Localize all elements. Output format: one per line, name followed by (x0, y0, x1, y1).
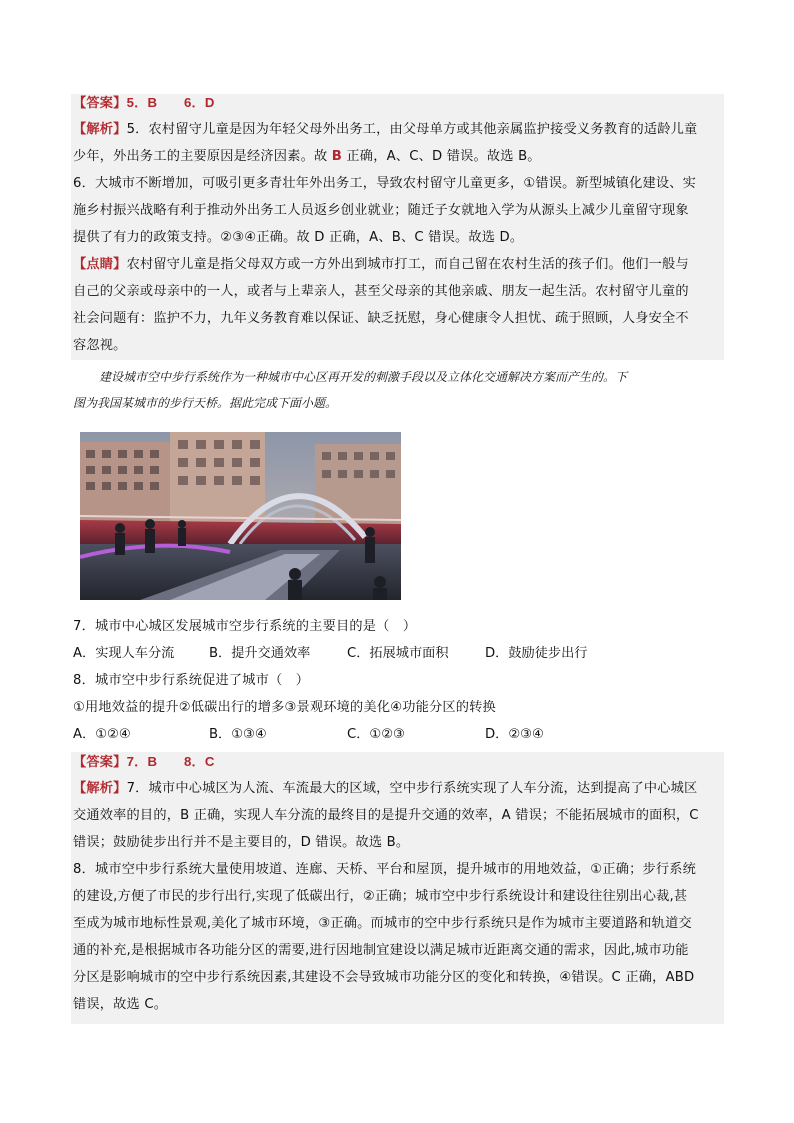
analysis-2-line-8: 分区是影响城市的空中步行系统因素,其建设不会导致城市功能分区的变化和转换，④错误。C 正确，ABD (73, 970, 695, 985)
analysis-line-3: 6．大城市不断增加，可吸引更多青壮年外出务工，导致农村留守儿童更多，①错误。新型城镇化建设、实 (73, 176, 697, 191)
pedestrian-bridge-illustration (80, 432, 401, 600)
question-7-option-a: A．实现人车分流 (73, 646, 175, 661)
answer-tag: 【答案】 (73, 755, 127, 770)
question-8-option-d: D．②③④ (485, 727, 544, 742)
question-stem-line-1: 建设城市空中步行系统作为一种城市中心区再开发的刺激手段以及立体化交通解决方案而产生的。下 (99, 370, 628, 384)
analysis-2-line-7: 通的补充,是根据城市各功能分区的需要,进行因地制宜建设以满足城市近距离交通的需求，因此,城市功能 (73, 943, 689, 958)
comment-line-2: 自己的父亲或母亲中的一人，或者与上辈亲人，甚至父母亲的其他亲戚、朋友一起生活。农村留守儿童的 (73, 284, 689, 299)
analysis-text-highlight: B (331, 149, 343, 164)
comment-tag: 【点睛】 (73, 257, 127, 272)
analysis-line-2 (73, 147, 541, 167)
answer-text: 7．B 8．C (126, 754, 215, 769)
analysis-text: 5．农村留守儿童是因为年轻父母外出务工，由父母单方或其他亲属监护接受义务教育的适龄儿童 (126, 122, 698, 137)
analysis-2-line-1 (73, 779, 697, 799)
comment-text: 农村留守儿童是指父母双方或一方外出到城市打工，而自己留在农村生活的孩子们。他们一般与 (126, 257, 689, 272)
analysis-2-line-9: 错误，故选 C。 (73, 997, 168, 1012)
analysis-2-line-3: 错误；鼓励徒步出行并不是主要目的，D 错误。故选 B。 (73, 835, 410, 850)
question-8-option-c: C．①②③ (347, 727, 405, 742)
analysis-text: 7．城市中心城区为人流、车流最大的区域，空中步行系统实现了人车分流，达到提高了中心城区 (126, 781, 698, 796)
comment-line-3: 社会问题有：监护不力，九年义务教育难以保证、缺乏抚慰，身心健康令人担忧、疏于照顾，人身安全不 (73, 311, 689, 326)
answer-text: 5．B 6．D (126, 95, 215, 110)
analysis-2-line-6: 至成为城市地标性景观,美化了城市环境，③正确。而城市的空中步行系统只是作为城市主要道路和轨道交 (73, 916, 692, 931)
analysis-text: 正确，A、C、D 错误。故选 B。 (342, 149, 541, 164)
answer-tag: 【答案】 (73, 96, 127, 111)
pedestrian-bridge-photo (80, 432, 401, 600)
comment-line-4: 容忽视。 (73, 338, 127, 353)
analysis-2-line-5: 的建设,方便了市民的步行出行,实现了低碳出行，②正确；城市空中步行系统设计和建设往往别出心裁,甚 (73, 889, 688, 904)
question-7-option-b: B．提升交通效率 (209, 646, 311, 661)
analysis-line-5: 提供了有力的政策支持。②③④正确。故 D 正确，A、B、C 错误。故选 D。 (73, 230, 524, 245)
question-stem-line-2: 图为我国某城市的步行天桥。据此完成下面小题。 (73, 396, 338, 410)
question-7-option-d: D．鼓励徒步出行 (485, 646, 588, 661)
question-8-option-a: A．①②④ (73, 727, 131, 742)
analysis-2-line-4: 8．城市空中步行系统大量使用坡道、连廊、天桥、平台和屋顶，提升城市的用地效益，①正确；步行系统 (73, 862, 697, 877)
analysis-tag: 【解析】 (73, 781, 127, 796)
analysis-text: 少年，外出务工的主要原因是经济因素。故 (73, 149, 332, 164)
answer-line-2 (73, 752, 215, 773)
question-7-text: 7．城市中心城区发展城市空步行系统的主要目的是（ ） (73, 619, 417, 634)
question-7-option-c: C．拓展城市面积 (347, 646, 449, 661)
analysis-tag: 【解析】 (73, 122, 127, 137)
question-8-items: ①用地效益的提升②低碳出行的增多③景观环境的美化④功能分区的转换 (73, 700, 496, 715)
question-8-text: 8．城市空中步行系统促进了城市（ ） (73, 673, 310, 688)
comment-line-1 (73, 255, 689, 275)
question-8-option-b: B．①③④ (209, 727, 267, 742)
answer-line-1 (73, 93, 215, 114)
analysis-2-line-2: 交通效率的目的，B 正确，实现人车分流的最终目的是提升交通的效率，A 错误；不能拓展城市的面积，C (73, 808, 699, 823)
analysis-line-4: 施乡村振兴战略有利于推动外出务工人员返乡创业就业；随迁子女就地入学为从源头上减少儿童留守现象 (73, 203, 689, 218)
analysis-line-1 (73, 120, 697, 140)
